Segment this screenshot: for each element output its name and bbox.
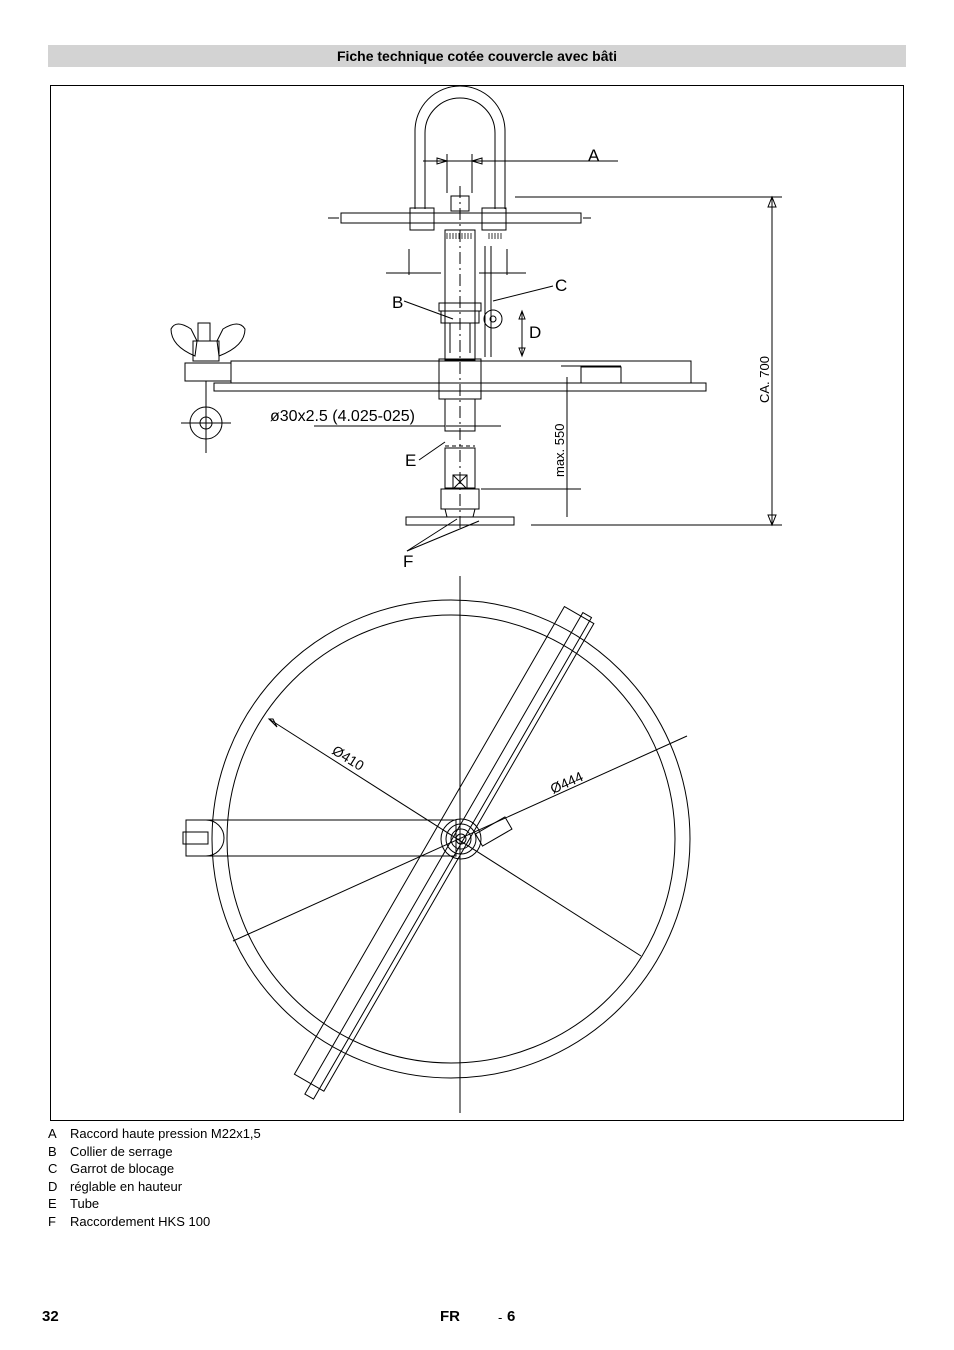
language-code: FR: [440, 1308, 460, 1325]
callout-a: A: [588, 146, 600, 165]
callout-d: D: [529, 323, 542, 342]
tube-spec-label: ø30x2.5 (4.025-025): [270, 408, 415, 425]
callout-f: F: [403, 552, 414, 571]
technical-drawing: [50, 85, 904, 1121]
callout-c: C: [555, 276, 568, 295]
height-max-label: max. 550: [552, 423, 567, 477]
lid-plate: [185, 359, 706, 399]
legend-item: A Raccord haute pression M22x1,5: [48, 1126, 261, 1141]
diameter-inner-label: Ø410: [329, 741, 367, 774]
section-header: [48, 45, 906, 67]
legend-item: D réglable en hauteur: [48, 1178, 183, 1194]
callout-b: B: [392, 293, 404, 312]
wing-nut: [171, 323, 245, 453]
legend-item: E Tube: [48, 1196, 100, 1212]
diameter-outer-label: Ø444: [547, 768, 586, 797]
locking-rod: [484, 246, 502, 357]
legend-item: F Raccordement HKS 100: [48, 1213, 211, 1229]
height-total-label: CA. 700: [757, 356, 772, 403]
footer-separator: -: [498, 1310, 503, 1325]
legend-item: C Garrot de blocage: [48, 1161, 175, 1177]
sub-page-number: 6: [507, 1308, 516, 1325]
section-title: Fiche technique cotée couvercle avec bâti: [336, 48, 618, 64]
drawing-svg: [51, 86, 905, 1122]
page-number: 32: [42, 1308, 59, 1325]
lid-top-view: [183, 576, 690, 1113]
legend-item: B Collier de serrage: [48, 1143, 173, 1159]
callout-e: E: [405, 451, 417, 470]
parts-legend: [48, 1125, 261, 1231]
